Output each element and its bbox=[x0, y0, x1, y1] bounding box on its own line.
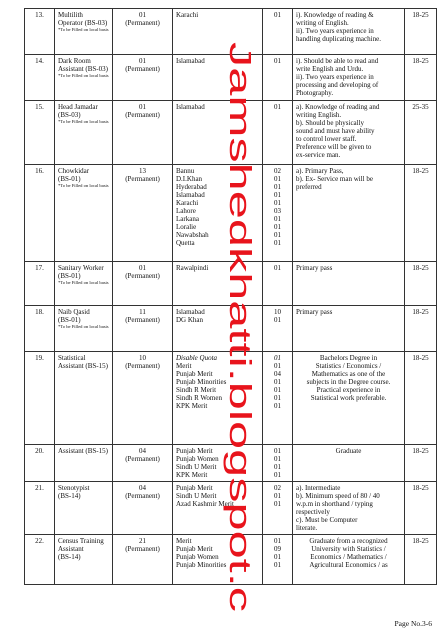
location-name: Punjab Merit bbox=[176, 484, 213, 492]
post-name-cell bbox=[55, 445, 113, 482]
number-of-posts-cell bbox=[113, 306, 173, 352]
location-cell bbox=[173, 482, 263, 535]
post-type: (Permanent) bbox=[125, 19, 160, 27]
age-limit: 18-25 bbox=[412, 537, 429, 545]
quota-cell bbox=[263, 101, 293, 165]
qualification-cell bbox=[293, 9, 405, 55]
number-of-posts-cell bbox=[113, 352, 173, 445]
location-name: Punjab Women bbox=[176, 455, 219, 463]
qualification-text: writing of English. bbox=[296, 19, 349, 27]
location-name: Karachi bbox=[176, 11, 199, 19]
quota-count: 01 bbox=[274, 223, 281, 231]
qualification-cell bbox=[293, 101, 405, 165]
age-limit-cell bbox=[405, 482, 437, 535]
local-basis-note: *To be Filled on local basis bbox=[58, 280, 109, 285]
post-name: (BS-03) bbox=[58, 111, 81, 119]
qualification-text: a). Knowledge of reading and bbox=[296, 103, 380, 111]
post-name: (BS-14) bbox=[58, 553, 81, 561]
quota-cell bbox=[263, 445, 293, 482]
quota-cell bbox=[263, 9, 293, 55]
post-count: 01 bbox=[139, 57, 146, 65]
location-cell bbox=[173, 445, 263, 482]
post-name-cell bbox=[55, 101, 113, 165]
location-name: Sindh U Merit bbox=[176, 492, 217, 500]
qualification-cell bbox=[293, 262, 405, 306]
location-cell bbox=[173, 535, 263, 585]
qualification-cell bbox=[293, 535, 405, 585]
location-name: Islamabad bbox=[176, 308, 205, 316]
serial-number: 14. bbox=[35, 57, 44, 65]
location-name: Karachi bbox=[176, 199, 199, 207]
quota-cell bbox=[263, 482, 293, 535]
number-of-posts-cell bbox=[113, 482, 173, 535]
post-name-cell bbox=[55, 306, 113, 352]
qualification-text: Preference will be given to bbox=[296, 143, 372, 151]
number-of-posts-cell bbox=[113, 55, 173, 101]
post-count: 01 bbox=[139, 11, 146, 19]
number-of-posts-cell bbox=[113, 101, 173, 165]
qualification-text: Practical experience in bbox=[316, 386, 381, 394]
qualification-text: ii). Two years experience in bbox=[296, 27, 374, 35]
age-limit: 18-25 bbox=[412, 11, 429, 19]
qualification-text: processing and developing of bbox=[296, 81, 379, 89]
vacancy-row bbox=[25, 445, 437, 482]
vacancy-row bbox=[25, 262, 437, 306]
quota-count: 04 bbox=[274, 370, 281, 378]
qualification-text: Statistical work preferable. bbox=[310, 394, 387, 402]
local-basis-note: *To be Filled on local basis bbox=[58, 183, 109, 188]
age-limit-cell bbox=[405, 262, 437, 306]
qualification-cell bbox=[293, 55, 405, 101]
location-name: Punjab Merit bbox=[176, 370, 213, 378]
post-name: Assistant (BS-15) bbox=[58, 447, 108, 455]
location-cell bbox=[173, 262, 263, 306]
location-name: Islamabad bbox=[176, 103, 205, 111]
quota-count: 01 bbox=[274, 199, 281, 207]
location-name: Azad Kashmir Merit bbox=[176, 500, 234, 508]
qualification-text: sound and must have ability bbox=[296, 127, 375, 135]
qualification-text: to control lower staff. bbox=[296, 135, 357, 143]
local-basis-note: *To be Filled on local basis bbox=[58, 27, 109, 32]
post-type: (Permanent) bbox=[125, 175, 160, 183]
qualification-text: Graduate from a recognized bbox=[309, 537, 388, 545]
serial-number: 20. bbox=[35, 447, 44, 455]
location-name: Merit bbox=[176, 537, 192, 545]
serial-number: 15. bbox=[35, 103, 44, 111]
location-name: Islamabad bbox=[176, 191, 205, 199]
post-name: Dark Room bbox=[58, 57, 91, 65]
quota-count: 01 bbox=[274, 500, 281, 508]
post-name: (BS-01) bbox=[58, 272, 81, 280]
local-basis-note: *To be Filled on local basis bbox=[58, 73, 109, 78]
location-cell bbox=[173, 55, 263, 101]
vacancy-row bbox=[25, 165, 437, 262]
post-type: (Permanent) bbox=[125, 111, 160, 119]
age-limit: 18-25 bbox=[412, 167, 429, 175]
location-name: Nawabshah bbox=[176, 231, 209, 239]
quota-count: 01 bbox=[274, 447, 281, 455]
quota-count: 01 bbox=[274, 231, 281, 239]
qualification-text: Agricultural Economics / as bbox=[309, 561, 388, 569]
post-name: (BS-14) bbox=[58, 492, 81, 500]
local-basis-note: *To be Filled on local basis bbox=[58, 324, 109, 329]
qualification-text: subjects in the Degree course. bbox=[306, 378, 391, 386]
quota-count: 01 bbox=[274, 264, 281, 272]
qualification-text: Photography. bbox=[296, 89, 334, 97]
quota-count: 01 bbox=[274, 471, 281, 479]
number-of-posts-cell bbox=[113, 9, 173, 55]
post-name: Naib Qasid bbox=[58, 308, 90, 316]
location-name: Disable Quota bbox=[176, 354, 218, 362]
qualification-text: literate. bbox=[296, 524, 318, 532]
qualification-text: b). Minimum speed of 80 / 40 bbox=[296, 492, 380, 500]
qualification-text: Primary pass bbox=[296, 308, 333, 316]
qualification-cell bbox=[293, 482, 405, 535]
serial-number-cell bbox=[25, 535, 55, 585]
serial-number-cell bbox=[25, 445, 55, 482]
age-limit: 18-25 bbox=[412, 484, 429, 492]
post-name-cell bbox=[55, 482, 113, 535]
quota-count: 01 bbox=[274, 561, 281, 569]
post-count: 01 bbox=[139, 103, 146, 111]
local-basis-note: *To be Filled on local basis bbox=[58, 119, 109, 124]
quota-count: 01 bbox=[274, 402, 281, 410]
post-count: 04 bbox=[139, 447, 146, 455]
location-name: Hyderabad bbox=[176, 183, 207, 191]
vacancy-row bbox=[25, 352, 437, 445]
vacancy-row bbox=[25, 482, 437, 535]
location-cell bbox=[173, 101, 263, 165]
serial-number-cell bbox=[25, 306, 55, 352]
location-name: Lahore bbox=[176, 207, 196, 215]
serial-number-cell bbox=[25, 55, 55, 101]
post-name: Assistant bbox=[58, 545, 84, 553]
post-count: 21 bbox=[139, 537, 146, 545]
post-count: 13 bbox=[139, 167, 146, 175]
quota-count: 01 bbox=[274, 191, 281, 199]
age-limit-cell bbox=[405, 352, 437, 445]
qualification-text: Graduate bbox=[335, 447, 362, 455]
vacancy-row bbox=[25, 55, 437, 101]
age-limit: 18-25 bbox=[412, 308, 429, 316]
qualification-text: writing English. bbox=[296, 111, 342, 119]
qualification-cell bbox=[293, 445, 405, 482]
serial-number: 19. bbox=[35, 354, 44, 362]
post-name: Multilith bbox=[58, 11, 83, 19]
serial-number-cell bbox=[25, 262, 55, 306]
post-name-cell bbox=[55, 535, 113, 585]
post-type: (Permanent) bbox=[125, 492, 160, 500]
post-count: 10 bbox=[139, 354, 146, 362]
post-type: (Permanent) bbox=[125, 455, 160, 463]
serial-number: 18. bbox=[35, 308, 44, 316]
post-name: Stenotypist bbox=[58, 484, 90, 492]
qualification-cell bbox=[293, 306, 405, 352]
quota-count: 01 bbox=[274, 57, 281, 65]
location-name: Punjab Women bbox=[176, 553, 219, 561]
location-name: Punjab Merit bbox=[176, 447, 213, 455]
vacancy-row bbox=[25, 101, 437, 165]
serial-number: 17. bbox=[35, 264, 44, 272]
quota-count: 01 bbox=[274, 11, 281, 19]
location-name: DG Khan bbox=[176, 316, 204, 324]
location-name: Bannu bbox=[176, 167, 195, 175]
age-limit-cell bbox=[405, 101, 437, 165]
location-cell bbox=[173, 306, 263, 352]
location-name: Sindh R Merit bbox=[176, 386, 217, 394]
qualification-text: b). Ex- Service man will be bbox=[296, 175, 373, 183]
serial-number: 13. bbox=[35, 11, 44, 19]
location-cell bbox=[173, 165, 263, 262]
qualification-text: Statistics / Economics / bbox=[315, 362, 382, 370]
post-name: (BS-01) bbox=[58, 316, 81, 324]
post-name: Chowkidar bbox=[58, 167, 90, 175]
quota-count: 03 bbox=[274, 207, 281, 215]
age-limit: 25-35 bbox=[412, 103, 429, 111]
post-name-cell bbox=[55, 352, 113, 445]
post-name: Sanitary Worker bbox=[58, 264, 104, 272]
qualification-text: Economics / Mathematics / bbox=[310, 553, 387, 561]
age-limit: 18-25 bbox=[412, 447, 429, 455]
quota-count: 01 bbox=[274, 463, 281, 471]
location-name: Merit bbox=[176, 362, 192, 370]
vacancy-row bbox=[25, 535, 437, 585]
serial-number: 21. bbox=[35, 484, 44, 492]
post-count: 04 bbox=[139, 484, 146, 492]
qualification-text: ex-service man. bbox=[296, 151, 341, 159]
quota-count: 02 bbox=[274, 484, 281, 492]
post-type: (Permanent) bbox=[125, 362, 160, 370]
number-of-posts-cell bbox=[113, 262, 173, 306]
quota-count: 01 bbox=[274, 362, 281, 370]
quota-count: 01 bbox=[274, 492, 281, 500]
age-limit-cell bbox=[405, 535, 437, 585]
vacancy-table-body bbox=[25, 9, 437, 585]
post-name: Head Jamadar bbox=[58, 103, 98, 111]
quota-cell bbox=[263, 352, 293, 445]
vacancy-table bbox=[24, 8, 437, 585]
qualification-text: c). Must be Computer bbox=[296, 516, 358, 524]
post-type: (Permanent) bbox=[125, 545, 160, 553]
post-name: (BS-01) bbox=[58, 175, 81, 183]
qualification-cell bbox=[293, 165, 405, 262]
serial-number-cell bbox=[25, 101, 55, 165]
location-name: Loralie bbox=[176, 223, 197, 231]
location-name: Islamabad bbox=[176, 57, 205, 65]
location-name: Punjab Merit bbox=[176, 545, 213, 553]
location-name: Rawalpindi bbox=[176, 264, 209, 272]
qualification-text: handling duplicating machine. bbox=[296, 35, 381, 43]
quota-count: 01 bbox=[274, 394, 281, 402]
age-limit-cell bbox=[405, 306, 437, 352]
post-name: Operator (BS-03) bbox=[58, 19, 108, 27]
post-name-cell bbox=[55, 9, 113, 55]
age-limit-cell bbox=[405, 9, 437, 55]
location-name: Larkana bbox=[176, 215, 199, 223]
post-name: Statistical bbox=[58, 354, 86, 362]
age-limit-cell bbox=[405, 55, 437, 101]
quota-count: 01 bbox=[274, 378, 281, 386]
vacancy-row bbox=[25, 9, 437, 55]
qualification-text: a). Primary Pass, bbox=[296, 167, 344, 175]
number-of-posts-cell bbox=[113, 535, 173, 585]
post-name: Census Training bbox=[58, 537, 104, 545]
qualification-text: ii). Two years experience in bbox=[296, 73, 374, 81]
serial-number-cell bbox=[25, 9, 55, 55]
quota-count: 01 bbox=[274, 386, 281, 394]
age-limit: 18-25 bbox=[412, 57, 429, 65]
quota-count: 01 bbox=[274, 239, 281, 247]
quota-count: 01 bbox=[274, 103, 281, 111]
serial-number-cell bbox=[25, 482, 55, 535]
quota-count: 02 bbox=[274, 167, 281, 175]
qualification-text: University with Statistics / bbox=[311, 545, 386, 553]
qualification-text: Bachelors Degree in bbox=[319, 354, 378, 362]
location-name: Quetta bbox=[176, 239, 195, 247]
serial-number: 16. bbox=[35, 167, 44, 175]
quota-cell bbox=[263, 165, 293, 262]
watermark-text: Jamshedkhatti.blogspot.c bbox=[223, 42, 258, 392]
quota-count: 01 bbox=[274, 316, 281, 324]
post-name-cell bbox=[55, 165, 113, 262]
post-type: (Permanent) bbox=[125, 316, 160, 324]
post-name-cell bbox=[55, 262, 113, 306]
quota-count: 01 bbox=[274, 537, 281, 545]
quota-cell bbox=[263, 535, 293, 585]
age-limit: 18-25 bbox=[412, 354, 429, 362]
location-name: Punjab Minorities bbox=[176, 561, 227, 569]
number-of-posts-cell bbox=[113, 165, 173, 262]
post-name: Assistant (BS-03) bbox=[58, 65, 108, 73]
age-limit: 18-25 bbox=[412, 264, 429, 272]
vacancy-row bbox=[25, 306, 437, 352]
qualification-text: w.p.m in shorthand / typing bbox=[296, 500, 373, 508]
qualification-text: b). Should be physically bbox=[296, 119, 365, 127]
post-count: 11 bbox=[139, 308, 146, 316]
serial-number-cell bbox=[25, 165, 55, 262]
quota-count: 01 bbox=[274, 354, 281, 362]
qualification-text: i). Should be able to read and bbox=[296, 57, 379, 65]
age-limit-cell bbox=[405, 445, 437, 482]
qualification-text: a). Intermediate bbox=[296, 484, 341, 492]
location-name: KPK Merit bbox=[176, 402, 208, 410]
location-name: Sindh R Women bbox=[176, 394, 222, 402]
post-type: (Permanent) bbox=[125, 272, 160, 280]
quota-cell bbox=[263, 262, 293, 306]
quota-cell bbox=[263, 55, 293, 101]
quota-count: 01 bbox=[274, 215, 281, 223]
location-name: KPK Merit bbox=[176, 471, 208, 479]
quota-count: 01 bbox=[274, 183, 281, 191]
qualification-text: preferred bbox=[296, 183, 322, 191]
post-type: (Permanent) bbox=[125, 65, 160, 73]
quota-count: 01 bbox=[274, 175, 281, 183]
qualification-text: respectively bbox=[296, 508, 330, 516]
location-name: Sindh U Merit bbox=[176, 463, 217, 471]
location-cell bbox=[173, 9, 263, 55]
qualification-cell bbox=[293, 352, 405, 445]
post-name-cell bbox=[55, 55, 113, 101]
qualification-text: Mathematics as one of the bbox=[311, 370, 386, 378]
quota-count: 01 bbox=[274, 455, 281, 463]
location-name: Punjab Minorities bbox=[176, 378, 227, 386]
quota-cell bbox=[263, 306, 293, 352]
post-count: 01 bbox=[139, 264, 146, 272]
quota-count: 10 bbox=[274, 308, 281, 316]
qualification-text: Primary pass bbox=[296, 264, 333, 272]
quota-count: 09 bbox=[274, 545, 281, 553]
qualification-text: write English and Urdu. bbox=[296, 65, 364, 73]
qualification-text: i). Knowledge of reading & bbox=[296, 11, 374, 19]
page-number: Page No.3-6 bbox=[394, 619, 432, 628]
age-limit-cell bbox=[405, 165, 437, 262]
quota-count: 01 bbox=[274, 553, 281, 561]
number-of-posts-cell bbox=[113, 445, 173, 482]
location-cell bbox=[173, 352, 263, 445]
location-name: D.I.Khan bbox=[176, 175, 203, 183]
serial-number-cell bbox=[25, 352, 55, 445]
post-name: Assistant (BS-15) bbox=[58, 362, 108, 370]
serial-number: 22. bbox=[35, 537, 44, 545]
